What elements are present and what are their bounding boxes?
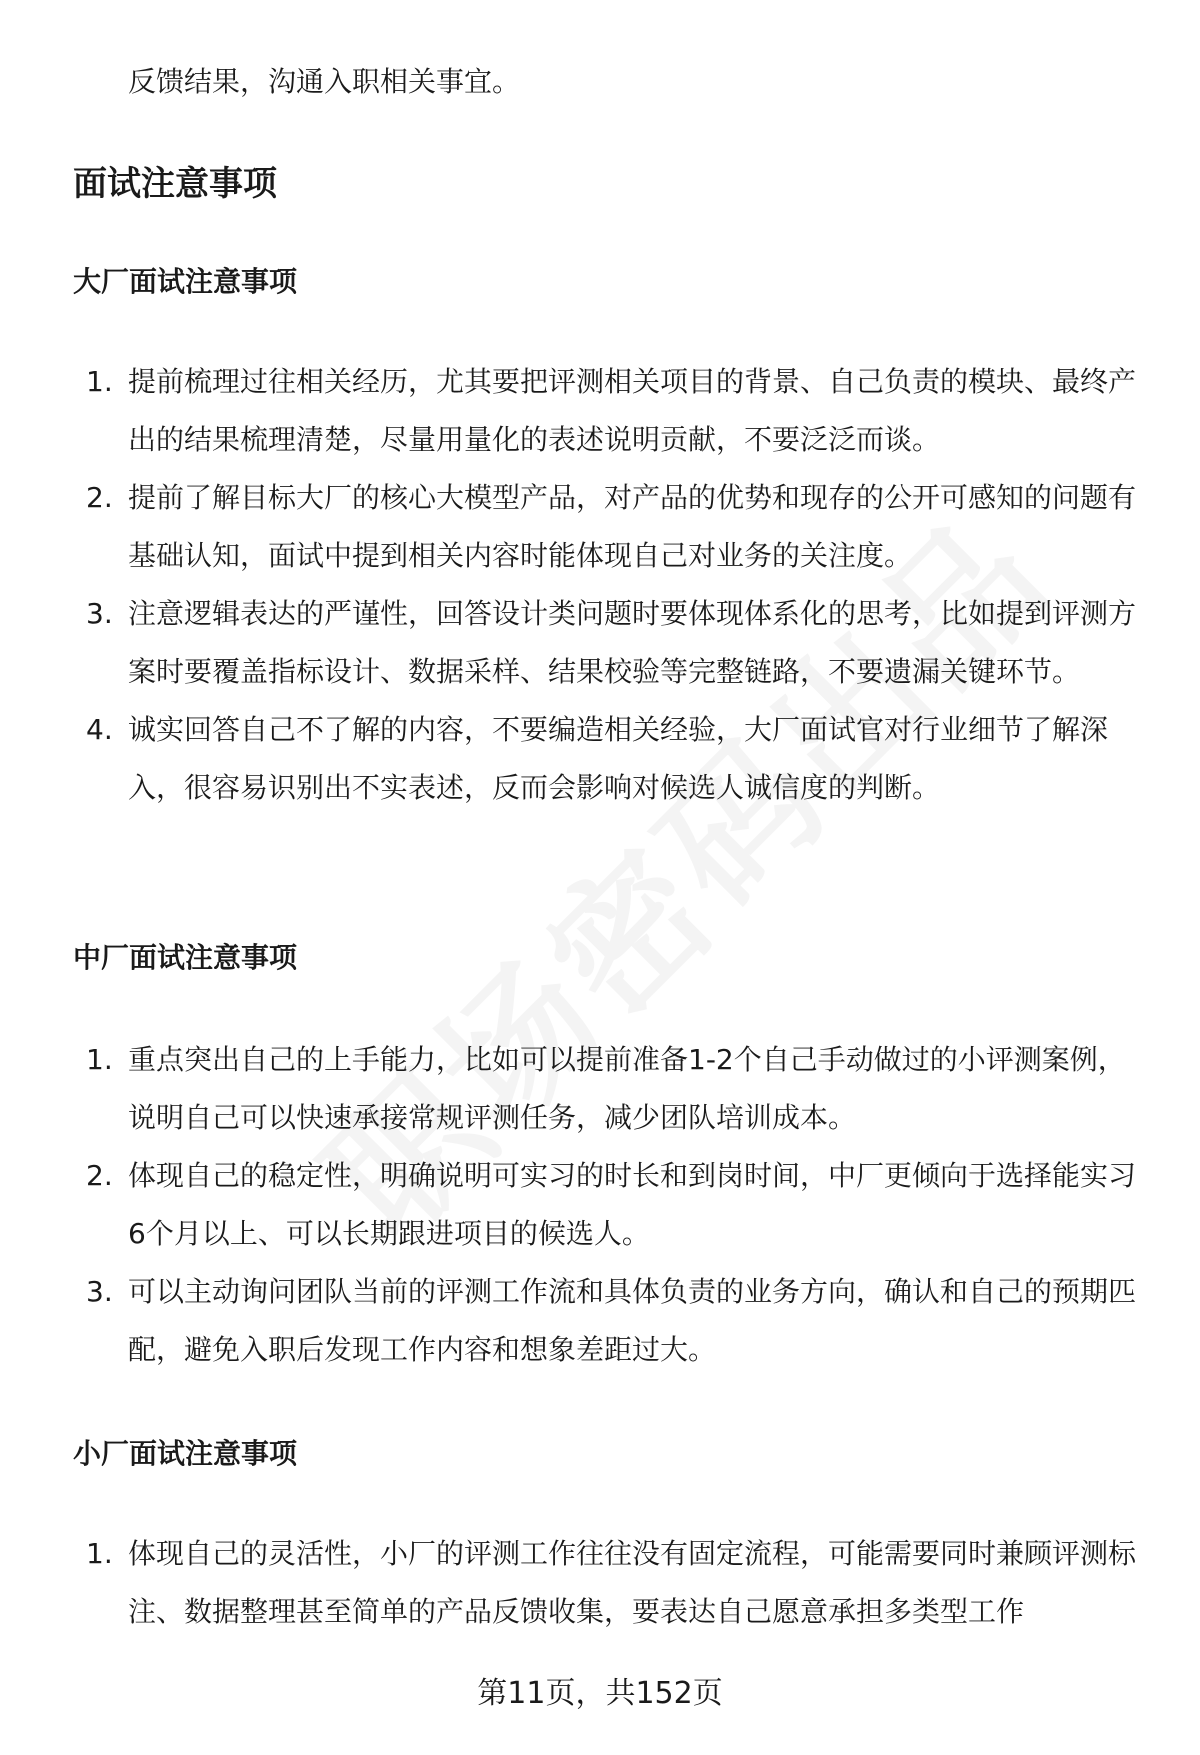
list-item-number: 3.	[86, 1275, 113, 1308]
list-item-number: 3.	[86, 597, 113, 630]
list-item	[0, 585, 1200, 701]
list-item-number: 2.	[86, 1159, 113, 1192]
list-mid-company	[0, 1031, 1200, 1379]
list-item-number: 2.	[86, 481, 113, 514]
list-item-text: 诚实回答自己不了解的内容，不要编造相关经验，大厂面试官对行业细节了解深入，很容易识别出不实表述，反而会影响对候选人诚信度的判断。	[128, 713, 1109, 804]
list-item	[0, 1031, 1200, 1147]
section-heading-small-company: 小厂面试注意事项	[73, 1437, 298, 1470]
list-item-number: 1.	[86, 1537, 113, 1570]
list-item	[0, 1147, 1200, 1263]
list-item-text: 重点突出自己的上手能力，比如可以提前准备1-2个自己手动做过的小评测案例，说明自己可以快速承接常规评测任务，减少团队培训成本。	[128, 1043, 1126, 1134]
list-item	[0, 353, 1200, 469]
list-item-text: 体现自己的灵活性，小厂的评测工作往往没有固定流程，可能需要同时兼顾评测标注、数据整理甚至简单的产品反馈收集，要表达自己愿意承担多类型工作	[128, 1537, 1137, 1628]
list-item-text: 提前了解目标大厂的核心大模型产品，对产品的优势和现存的公开可感知的问题有基础认知，面试中提到相关内容时能体现自己对业务的关注度。	[128, 481, 1137, 572]
list-small-company	[0, 1525, 1200, 1641]
list-item-text: 注意逻辑表达的严谨性，回答设计类问题时要体现体系化的思考，比如提到评测方案时要覆盖指标设计、数据采样、结果校验等完整链路，不要遗漏关键环节。	[128, 597, 1137, 688]
list-item-text: 体现自己的稳定性，明确说明可实习的时长和到岗时间，中厂更倾向于选择能实习6个月以上、可以长期跟进项目的候选人。	[128, 1159, 1137, 1250]
list-item-text: 可以主动询问团队当前的评测工作流和具体负责的业务方向，确认和自己的预期匹配，避免入职后发现工作内容和想象差距过大。	[128, 1275, 1137, 1366]
section-heading-mid-company: 中厂面试注意事项	[73, 941, 298, 974]
list-item	[0, 1525, 1200, 1641]
list-item-number: 1.	[86, 365, 113, 398]
list-item	[0, 701, 1200, 817]
list-item	[0, 1263, 1200, 1379]
list-item-number: 4.	[86, 713, 113, 746]
page-number-footer: 第11页，共152页	[477, 1676, 723, 1711]
list-item	[0, 469, 1200, 585]
list-item-number: 1.	[86, 1043, 113, 1076]
section-heading-big-company: 大厂面试注意事项	[73, 265, 298, 298]
list-item-text: 提前梳理过往相关经历，尤其要把评测相关项目的背景、自己负责的模块、最终产出的结果梳理清楚，尽量用量化的表述说明贡献，不要泛泛而谈。	[128, 365, 1137, 456]
list-big-company	[0, 353, 1200, 817]
main-heading: 面试注意事项	[73, 164, 277, 204]
continued-paragraph: 反馈结果，沟通入职相关事宜。	[128, 65, 521, 98]
